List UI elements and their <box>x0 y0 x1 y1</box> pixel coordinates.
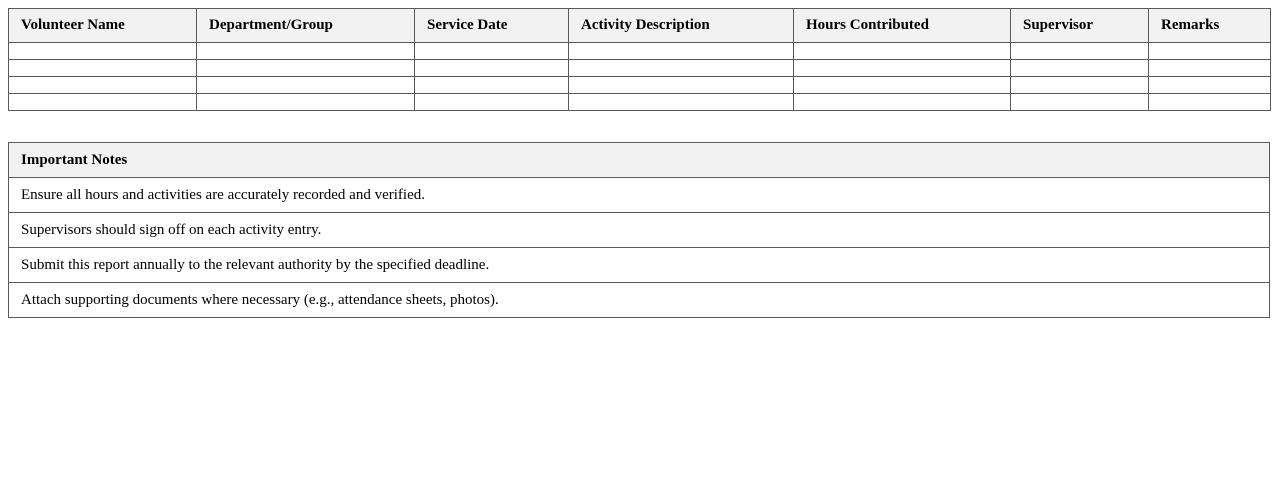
notes-title: Important Notes <box>9 143 1270 178</box>
note-row <box>9 283 1270 318</box>
document-body <box>8 8 1270 318</box>
table-cell <box>1149 77 1271 94</box>
table-header-row <box>9 9 1271 43</box>
note-item: Ensure all hours and activities are accurately recorded and verified. <box>9 178 1270 213</box>
column-header-department-group: Department/Group <box>197 9 415 43</box>
table-row <box>9 43 1271 60</box>
table-cell <box>197 60 415 77</box>
important-notes-table <box>8 142 1270 318</box>
table-cell <box>197 94 415 111</box>
table-cell <box>569 60 794 77</box>
table-row <box>9 60 1271 77</box>
column-header-service-date: Service Date <box>415 9 569 43</box>
table-cell <box>569 77 794 94</box>
table-cell <box>569 43 794 60</box>
table-cell <box>9 94 197 111</box>
table-cell <box>1011 60 1149 77</box>
table-cell <box>794 77 1011 94</box>
note-row <box>9 178 1270 213</box>
column-header-volunteer-name: Volunteer Name <box>9 9 197 43</box>
notes-header-row <box>9 143 1270 178</box>
table-row <box>9 94 1271 111</box>
table-cell <box>1011 94 1149 111</box>
table-cell <box>794 43 1011 60</box>
volunteer-log-table <box>8 8 1271 111</box>
table-cell <box>9 43 197 60</box>
note-item: Supervisors should sign off on each activity entry. <box>9 213 1270 248</box>
table-cell <box>415 43 569 60</box>
table-cell <box>1011 77 1149 94</box>
table-cell <box>1149 94 1271 111</box>
table-row <box>9 77 1271 94</box>
table-cell <box>415 60 569 77</box>
table-cell <box>197 43 415 60</box>
table-cell <box>9 77 197 94</box>
table-cell <box>415 77 569 94</box>
note-item: Submit this report annually to the relevant authority by the specified deadline. <box>9 248 1270 283</box>
column-header-remarks: Remarks <box>1149 9 1271 43</box>
note-row <box>9 213 1270 248</box>
table-cell <box>794 60 1011 77</box>
column-header-activity-description: Activity Description <box>569 9 794 43</box>
note-item: Attach supporting documents where necessary (e.g., attendance sheets, photos). <box>9 283 1270 318</box>
table-cell <box>415 94 569 111</box>
table-cell <box>197 77 415 94</box>
table-cell <box>794 94 1011 111</box>
column-header-hours-contributed: Hours Contributed <box>794 9 1011 43</box>
table-cell <box>1149 43 1271 60</box>
table-cell <box>9 60 197 77</box>
note-row <box>9 248 1270 283</box>
table-cell <box>569 94 794 111</box>
column-header-supervisor: Supervisor <box>1011 9 1149 43</box>
table-cell <box>1149 60 1271 77</box>
table-cell <box>1011 43 1149 60</box>
